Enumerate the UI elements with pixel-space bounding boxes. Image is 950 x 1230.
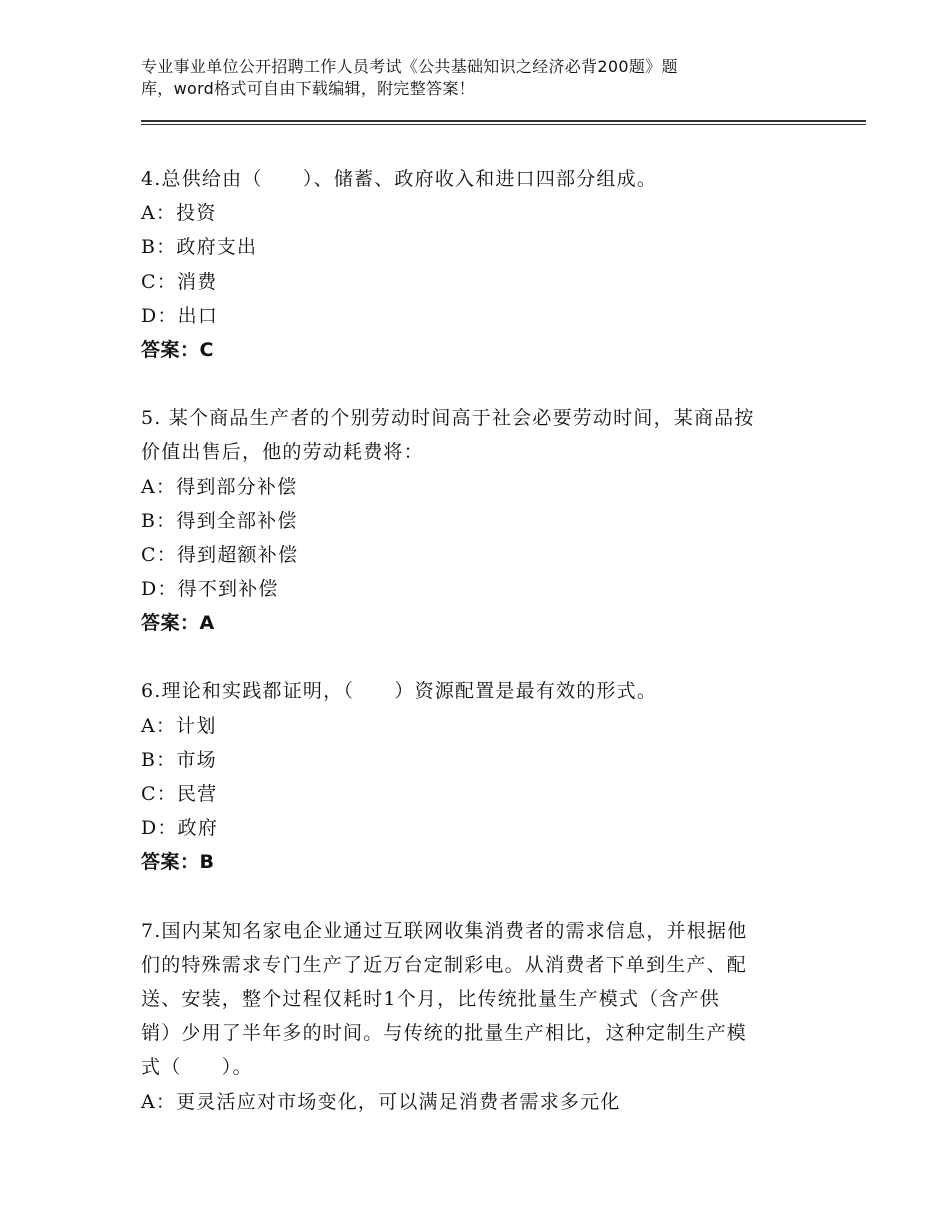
question-stem-line: 价值出售后，他的劳动耗费将： [141, 441, 424, 464]
option-a: A：投资 [141, 202, 217, 225]
option-a: A：得到部分补偿 [141, 475, 298, 498]
question-stem-line: 销）少用了半年多的时间。与传统的批量生产相比，这种定制生产模 [141, 1022, 748, 1045]
question-stem-line: 送、安装，整个过程仅耗时1个月，比传统批量生产模式（含产供 [141, 987, 720, 1010]
header-divider-thick [141, 120, 866, 122]
question-5 [141, 401, 821, 640]
answer-label: 答案：C [141, 338, 214, 361]
answer-label: 答案：B [141, 851, 215, 874]
question-stem-line: 6.理论和实践都证明，（ ）资源配置是最有效的形式。 [141, 680, 658, 703]
option-b: B：政府支出 [141, 236, 258, 259]
question-stem-line: 4.总供给由（ ）、储蓄、政府收入和进口四部分组成。 [141, 168, 658, 190]
option-d: D：出口 [141, 304, 219, 327]
question-4 [141, 162, 821, 367]
header-line-1: 专业事业单位公开招聘工作人员考试《公共基础知识之经济必背200题》题 [141, 57, 678, 76]
option-c: C：得到超额补偿 [141, 543, 299, 566]
question-stem-line: 们的特殊需求专门生产了近万台定制彩电。从消费者下单到生产、配 [141, 953, 748, 976]
option-a: A：更灵活应对市场变化，可以满足消费者需求多元化 [141, 1090, 621, 1113]
question-list [141, 162, 821, 1119]
question-stem-line: 式（ ）。 [141, 1056, 253, 1079]
question-7 [141, 914, 821, 1119]
header-divider-thin [141, 124, 866, 125]
option-b: B：得到全部补偿 [141, 509, 298, 532]
answer-label: 答案：A [141, 612, 215, 635]
question-6 [141, 674, 821, 879]
question-stem-line: 5. 某个商品生产者的个别劳动时间高于社会必要劳动时间，某商品按 [141, 407, 755, 430]
option-d: D：政府 [141, 817, 219, 840]
header-line-2: 库，word格式可自由下载编辑，附完整答案！ [141, 79, 475, 98]
option-a: A：计划 [141, 714, 217, 737]
question-stem-line: 7.国内某知名家电企业通过互联网收集消费者的需求信息，并根据他 [141, 919, 748, 942]
option-c: C：民营 [141, 783, 218, 805]
option-c: C：消费 [141, 270, 218, 293]
document-header [141, 56, 781, 100]
option-b: B：市场 [141, 748, 217, 771]
option-d: D：得不到补偿 [141, 578, 279, 601]
